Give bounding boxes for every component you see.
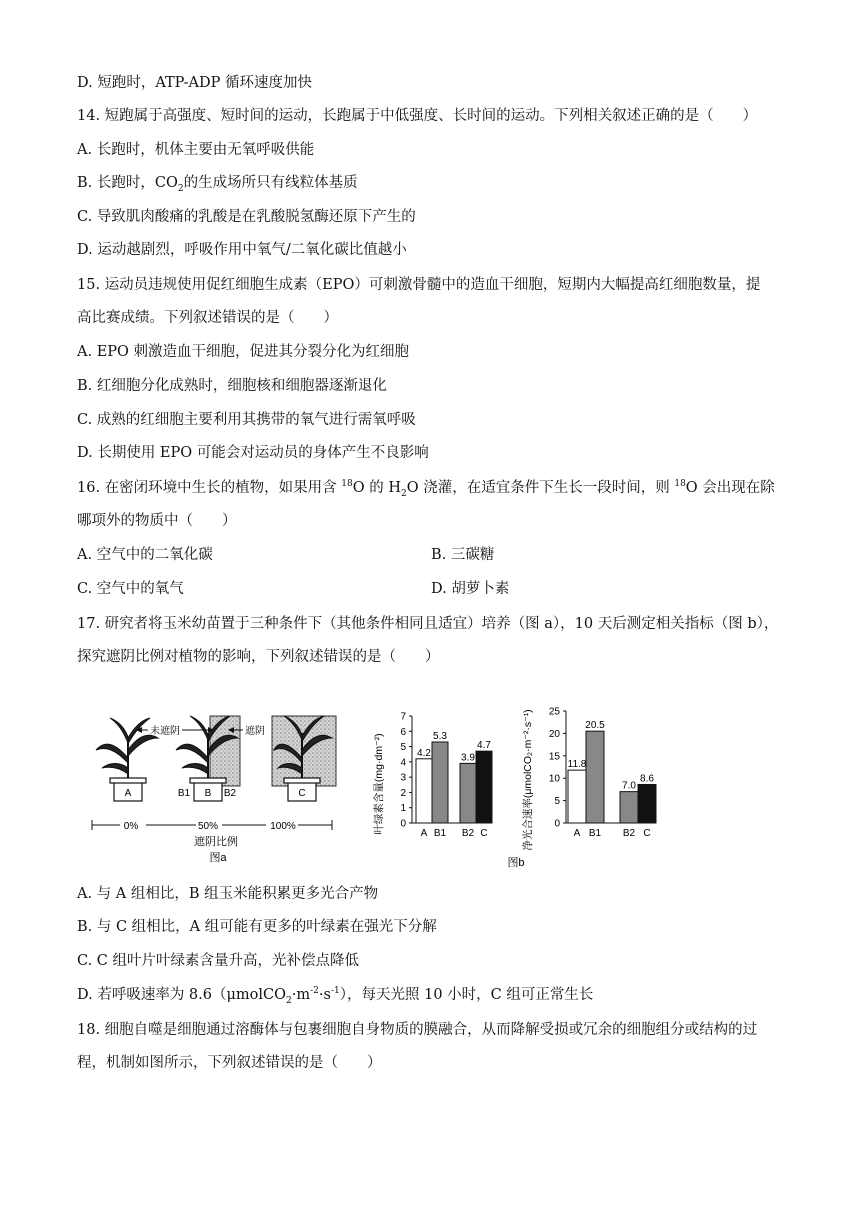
chart2-category-A: A (573, 828, 581, 839)
q17-option-b: B. 与 C 组相比，A 组可能有更多的叶绿素在强光下分解 (77, 919, 437, 935)
q15-stem-line2: 高比赛成绩。下列叙述错误的是（ ） (77, 310, 338, 326)
q16-iso-1: 18 (341, 479, 353, 490)
chlorophyll-y-axis-label: 叶绿素含量(mg·dm⁻²) (373, 733, 385, 835)
q18-stem-line2: 程，机制如图所示，下列叙述错误的是（ ） (77, 1055, 382, 1071)
q17-option-d-post: ），每天光照 10 小时，C 组可正常生长 (339, 987, 594, 1003)
chart2-category-B1: B1 (588, 828, 602, 839)
chart2-ytick-1: 5 (554, 796, 560, 808)
q16-stem-c: O 浇灌，在适宜条件下生长一段时间，则 (406, 480, 675, 496)
chart1-ytick-6: 6 (400, 726, 406, 738)
q16-iso-2: 18 (674, 479, 686, 490)
ratio-100: 100% (270, 821, 296, 832)
chart1-value-label-B1: 5.3 (433, 730, 447, 742)
q13-option-d: D. 短跑时，ATP-ADP 循环速度加快 (77, 75, 313, 91)
chart2-ytick-4: 20 (548, 728, 560, 740)
q14-stem: 14. 短跑属于高强度、短时间的运动，长跑属于中低强度、长时间的运动。下列相关叙述正确的是（ ） (77, 108, 758, 124)
q17-stem-line1: 17. 研究者将玉米幼苗置于三种条件下（其他条件相同且适宜）培养（图 a），10 天后测定相关指标（图 b）， (77, 616, 779, 632)
chart1-bar-A (416, 759, 432, 823)
pot-c-label: C (298, 788, 306, 799)
q14-option-b-post: 的生成场所只有线粒体基质 (183, 175, 358, 191)
chart1-value-label-C: 4.7 (477, 740, 491, 752)
chart2-value-label-B1: 20.5 (585, 720, 605, 732)
chart1-ytick-5: 5 (400, 742, 406, 754)
q16-option-d: D. 胡萝卜素 (431, 581, 510, 597)
chart2-value-label-C: 8.6 (640, 773, 654, 785)
chart1-value-label-A: 4.2 (417, 747, 431, 759)
chart1-category-A: A (420, 828, 428, 839)
q18-stem-line1: 18. 细胞自噬是细胞通过溶酶体与包裹细胞自身物质的膜融合，从而降解受损或冗余的细胞组分或结构的过 (77, 1022, 758, 1038)
q17-option-d-sup1: -2 (310, 986, 319, 997)
q17-option-d-pre: D. 若呼吸速率为 8.6（μmolCO (77, 987, 287, 1003)
chart2-ytick-2: 10 (548, 773, 560, 785)
q16-option-a: A. 空气中的二氧化碳 (77, 547, 213, 563)
ratio-50: 50% (197, 821, 219, 832)
chart1-bar-C (476, 751, 492, 823)
unshaded-label: 未遮阴 (150, 726, 180, 737)
figure-a-caption: 图a (209, 852, 227, 864)
q17-figure (80, 688, 680, 873)
chart1-bar-B2 (460, 763, 476, 823)
figure-a (92, 716, 336, 864)
pot-a-label: A (124, 788, 132, 799)
chart2-bar-B2 (620, 792, 638, 823)
chart2-bar-C (638, 784, 656, 823)
net-photosynthesis-y-axis-label: 净光合速率(μmolCO₂·m⁻²·s⁻¹) (522, 709, 534, 851)
q17-option-d (77, 985, 593, 1005)
b1-label: B1 (177, 788, 191, 799)
q17-figure-svg (80, 688, 680, 873)
chart1-category-B1: B1 (433, 828, 447, 839)
q15-option-c: C. 成熟的红细胞主要利用其携带的氧气进行需氧呼吸 (77, 412, 416, 428)
q15-option-b: B. 红细胞分化成熟时，细胞核和细胞器逐渐退化 (77, 378, 387, 394)
chart2-ytick-0: 0 (554, 818, 560, 830)
q14-option-b-sub: 2 (177, 183, 184, 194)
chart2-ytick-3: 15 (548, 751, 560, 763)
q17-option-c: C. C 组叶片叶绿素含量升高，光补偿点降低 (77, 953, 359, 969)
ratio-0: 0% (123, 821, 139, 832)
q16-stem-line1 (77, 478, 775, 498)
chart1-value-label-B2: 3.9 (461, 752, 475, 764)
b2-label: B2 (223, 788, 237, 799)
q14-option-b (77, 173, 358, 193)
q16-stem-a: 16. 在密闭环境中生长的植物，如果用含 (77, 480, 342, 496)
q14-option-d: D. 运动越剧烈，呼吸作用中氧气/二氧化碳比值越小 (77, 242, 407, 258)
chart1-ytick-7: 7 (400, 711, 406, 723)
chart2-bar-B1 (586, 731, 604, 823)
q16-option-c: C. 空气中的氧气 (77, 581, 184, 597)
q17-option-a: A. 与 A 组相比，B 组玉米能积累更多光合产物 (77, 886, 379, 902)
q17-stem-line2: 探究遮阴比例对植物的影响，下列叙述错误的是（ ） (77, 649, 440, 665)
q16-stem-d: O 会出现在除 (685, 480, 775, 496)
chart2-value-label-B2: 7.0 (622, 780, 636, 792)
net-photosynthesis-chart (521, 707, 656, 851)
chart1-category-B2: B2 (461, 828, 475, 839)
q15-option-d: D. 长期使用 EPO 可能会对运动员的身体产生不良影响 (77, 445, 429, 461)
chart1-ytick-0: 0 (400, 818, 406, 830)
q16-h2o-sub: 2 (401, 488, 407, 499)
q16-stem-b: O 的 H (352, 480, 401, 496)
chart1-ytick-1: 1 (400, 803, 406, 815)
q14-option-a: A. 长跑时，机体主要由无氧呼吸供能 (77, 142, 315, 158)
chart1-bar-B1 (432, 742, 448, 823)
q16-option-b: B. 三碳糖 (431, 547, 495, 563)
chart1-ytick-2: 2 (400, 787, 406, 799)
chart1-category-C: C (480, 828, 488, 839)
chart1-ytick-4: 4 (400, 757, 406, 769)
chart2-ytick-5: 25 (548, 706, 560, 718)
chart2-bar-A (568, 770, 586, 823)
chart2-category-B2: B2 (622, 828, 636, 839)
shade-ratio-axis-title: 遮阴比例 (194, 836, 238, 848)
q14-option-b-pre: B. 长跑时，CO (77, 175, 178, 191)
chart2-category-C: C (643, 828, 651, 839)
chart2-value-label-A: 11.8 (567, 759, 587, 771)
plant-a-icon (96, 718, 158, 781)
chart1-ytick-3: 3 (400, 772, 406, 784)
q14-option-c: C. 导致肌肉酸痛的乳酸是在乳酸脱氢酶还原下产生的 (77, 209, 416, 225)
shaded-label: 遮阴 (245, 726, 265, 737)
q17-option-d-sub: 2 (286, 995, 292, 1006)
q17-option-d-mid1: ·m (291, 987, 311, 1003)
q16-stem-line2: 哪项外的物质中（ ） (77, 513, 237, 529)
q17-option-d-sup2: -1 (330, 986, 340, 997)
q15-stem-line1: 15. 运动员违规使用促红细胞生成素（EPO）可刺激骨髓中的造血干细胞，短期内大幅提高红细胞数量，提 (77, 277, 761, 293)
q15-option-a: A. EPO 刺激造血干细胞，促进其分裂分化为红细胞 (77, 344, 410, 360)
pot-b-label: B (204, 788, 212, 799)
q17-option-d-mid2: ·s (318, 987, 331, 1003)
figure-b-caption: 图b (507, 857, 525, 869)
chlorophyll-chart (372, 712, 492, 840)
